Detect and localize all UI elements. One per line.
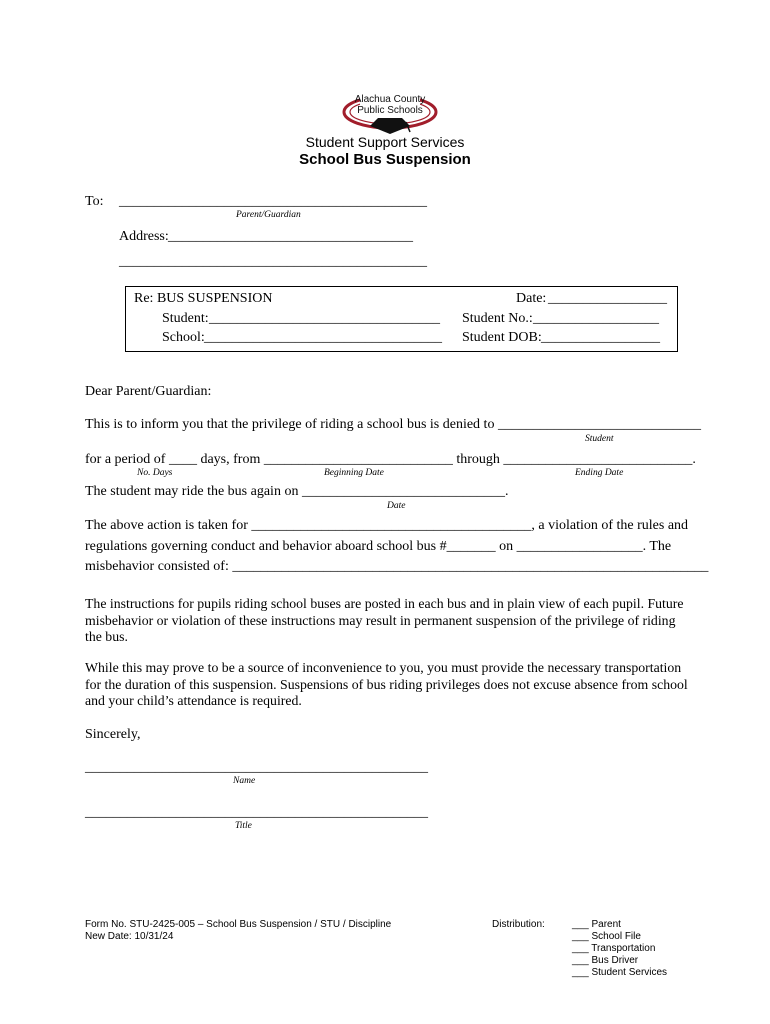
ending-date-field[interactable]: ___________________________ [503,452,693,467]
closing: Sincerely, [85,727,141,742]
form-new-date: New Date: 10/31/24 [85,931,174,942]
student-caption: Student [585,434,614,444]
period-text-a: for a period of [85,452,169,467]
logo-text-line1: Alachua County [354,94,426,105]
date-label: Date: [516,291,547,306]
beginning-date-field[interactable]: ___________________________ [263,452,453,467]
period-text-b: days, from [196,452,264,467]
distribution-item-bus-driver[interactable]: ___ Bus Driver [572,955,639,966]
address-field[interactable]: ___________________________________ [168,229,413,244]
title-signature-field[interactable]: _________________________________________________ [85,805,428,820]
address-field-line2[interactable]: ____________________________________________ [119,254,427,269]
date-field[interactable]: _________________ [548,291,667,306]
student-field[interactable]: _________________________________ [209,311,440,326]
student-dob-field[interactable]: _________________ [541,330,660,345]
name-caption: Name [233,776,256,786]
school-field[interactable]: __________________________________ [204,330,442,345]
district-logo [340,90,440,136]
student-dob-label: Student DOB: [462,330,542,345]
form-title: School Bus Suspension [299,151,471,168]
misbehavior-line: misbehavior consisted of: ____________________________________________________________________ [85,559,709,574]
student-no-label: Student No.: [462,311,533,326]
violation-line-1: The above action is taken for ________________________________________, a violation of the rules and [85,518,689,533]
re-label: Re: BUS SUSPENSION [134,291,273,306]
form-number: Form No. STU-2425-005 – School Bus Suspension / STU / Discipline [85,919,392,930]
school-label: School: [162,330,205,345]
beginning-date-caption: Beginning Date [324,468,384,478]
period-text-d: . [692,452,696,467]
to-label: To: [85,194,104,209]
distribution-item-parent[interactable]: ___ Parent [572,919,621,930]
instructions-paragraph: The instructions for pupils riding school buses are posted in each bus and in plain view of each pupil. Future misbehavior or violation of these instructions may result in permanent suspension of the privilege of riding the bus. [85,596,684,644]
parent-guardian-caption: Parent/Guardian [236,210,301,220]
student-no-field[interactable]: __________________ [533,311,659,326]
date-caption: Date [387,501,406,511]
distribution-item-school-file[interactable]: ___ School File [572,931,641,942]
distribution-item-student-services[interactable]: ___ Student Services [572,967,668,978]
period-sentence [85,452,696,468]
title-caption: Title [235,821,252,831]
logo-text-line2: Public Schools [357,105,423,116]
days-field[interactable]: ____ [168,452,197,467]
student-label: Student: [162,311,209,326]
name-signature-field[interactable]: _________________________________________________ [85,760,428,775]
inconvenience-paragraph: While this may prove to be a source of inconvenience to you, you must provide the necessary transportation for the duration of this suspension. Suspensions of bus riding privileges does not excuse absence from school and your child’s attendance is required. [85,660,688,708]
department-name: Student Support Services [305,134,465,150]
to-field[interactable]: ____________________________________________ [119,194,427,209]
no-days-caption: No. Days [137,468,173,478]
distribution-label: Distribution: [492,919,545,930]
distribution-list [572,919,667,979]
address-label: Address: [119,229,169,244]
salutation: Dear Parent/Guardian: [85,384,212,399]
ending-date-caption: Ending Date [575,468,624,478]
distribution-item-transportation[interactable]: ___ Transportation [572,943,656,954]
denial-sentence: This is to inform you that the privilege of riding a school bus is denied to _____________________________ [85,417,701,432]
violation-line-2: regulations governing conduct and behavior aboard school bus #_______ on __________________. The [85,539,672,554]
return-date-sentence: The student may ride the bus again on _____________________________. [85,484,509,499]
period-text-c: through [452,452,504,467]
